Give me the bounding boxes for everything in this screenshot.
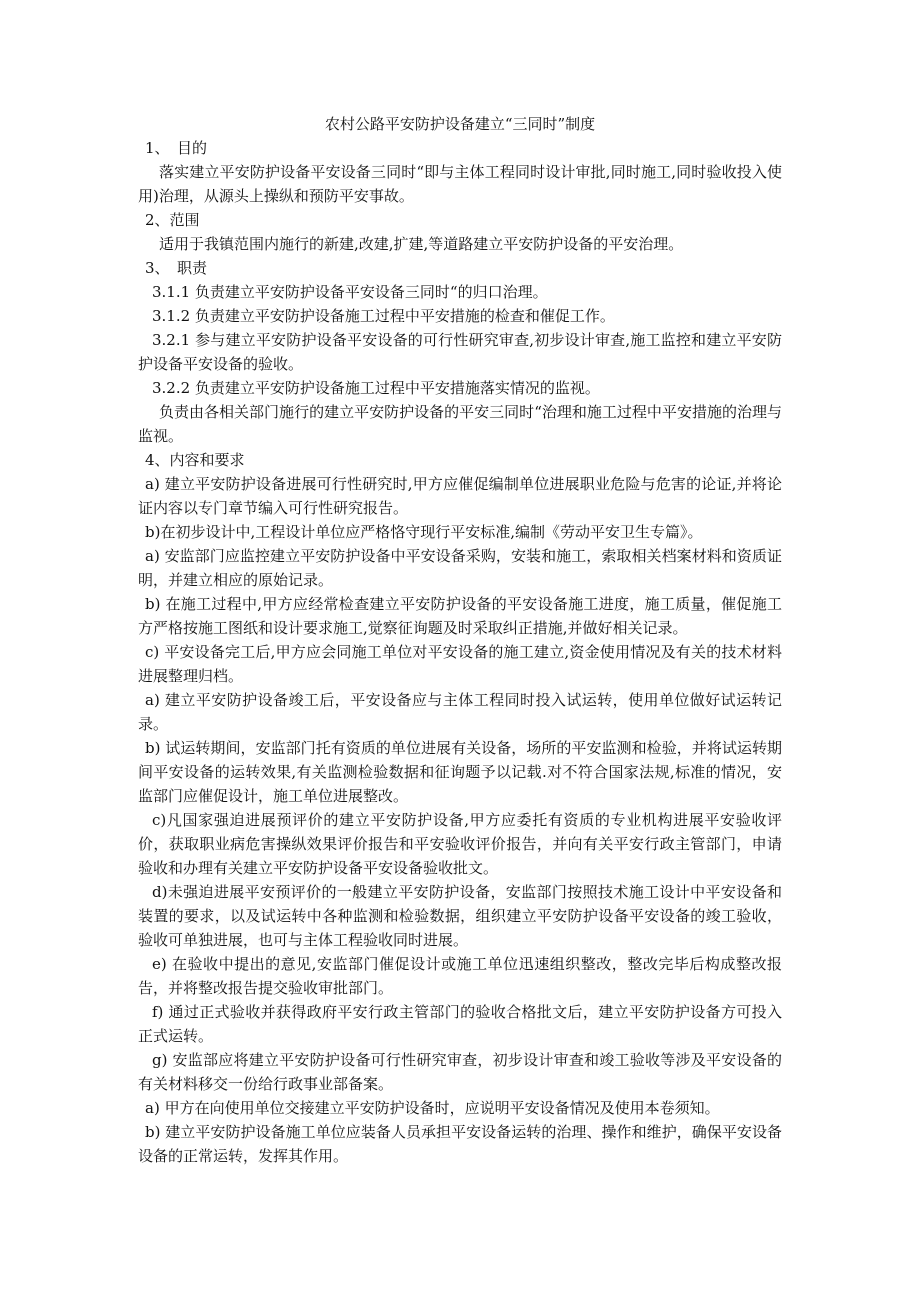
paragraph: a) 安监部门应监控建立平安防护设备中平安设备采购，安装和施工，索取相关档案材料和资质证明，并建立相应的原始记录。: [138, 547, 782, 589]
paragraph: g) 安监部应将建立平安防护设备可行性研究审查，初步设计审查和竣工验收等涉及平安设备的有关材料移交一份给行政事业部备案。: [138, 1051, 782, 1093]
paragraph: 3.2.2 负责建立平安防护设备施工过程中平安措施落实情况的监视。: [152, 379, 600, 397]
document-title: 农村公路平安防护设备建立“三同时”制度: [324, 115, 596, 133]
paragraph: e) 在验收中提出的意见,安监部门催促设计或施工单位迅速组织整改，整改完毕后构成整改报告，并将整改报告提交验收审批部门。: [138, 955, 782, 997]
paragraph: 2、范围: [145, 211, 200, 229]
paragraph: 1、 目的: [145, 139, 208, 157]
paragraph: 3.2.1 参与建立平安防护设备平安设备的可行性研究审查,初步设计审查,施工监控和建立平安防护设备平安设备的验收。: [138, 331, 782, 373]
paragraph: c)凡国家强迫进展预评价的建立平安防护设备,甲方应委托有资质的专业机构进展平安验收评价，获取职业病危害操纵效果评价报告和平安验收评价报告，并向有关平安行政主管部门，申请验收和办理有关建立平安防护设备平安设备验收批文。: [138, 811, 782, 877]
paragraph: c) 平安设备完工后,甲方应会同施工单位对平安设备的施工建立,资金使用情况及有关的技术材料进展整理归档。: [138, 643, 782, 685]
paragraph: b) 试运转期间，安监部门托有资质的单位进展有关设备，场所的平安监测和检验，并将试运转期间平安设备的运转效果,有关监测检验数据和征询题予以记载.对不符合国家法规,标准的情况，安监部门应催促设计，施工单位进展整改。: [138, 739, 782, 805]
paragraph: 3.1.1 负责建立平安防护设备平安设备三同时“的归口治理。: [152, 283, 548, 301]
paragraph: 4、内容和要求: [145, 451, 245, 469]
paragraph: 落实建立平安防护设备平安设备三同时“即与主体工程同时设计审批,同时施工,同时验收投入使用)治理，从源头上操纵和预防平安事故。: [138, 163, 782, 205]
paragraph: b) 在施工过程中,甲方应经常检查建立平安防护设备的平安设备施工进度，施工质量，催促施工方严格按施工图纸和设计要求施工,觉察征询题及时采取纠正措施,并做好相关记录。: [138, 595, 782, 637]
paragraph: b)在初步设计中,工程设计单位应严格恪守现行平安标准,编制《劳动平安卫生专篇》。: [145, 523, 703, 541]
paragraph: a) 建立平安防护设备竣工后，平安设备应与主体工程同时投入试运转，使用单位做好试运转记录。: [138, 691, 782, 733]
paragraph: f) 通过正式验收并获得政府平安行政主管部门的验收合格批文后，建立平安防护设备方可投入正式运转。: [138, 1003, 782, 1045]
paragraph: 3、 职责: [145, 259, 208, 277]
paragraph: d)未强迫进展平安预评价的一般建立平安防护设备，安监部门按照技术施工设计中平安设备和装置的要求，以及试运转中各种监测和检验数据，组织建立平安防护设备平安设备的竣工验收，验收可单独进展，也可与主体工程验收同时进展。: [138, 883, 782, 949]
paragraph: a) 建立平安防护设备进展可行性研究时,甲方应催促编制单位进展职业危险与危害的论证,并将论证内容以专门章节编入可行性研究报告。: [138, 475, 782, 517]
paragraph: 负责由各相关部门施行的建立平安防护设备的平安三同时“治理和施工过程中平安措施的治理与监视。: [138, 403, 782, 445]
paragraph: b) 建立平安防护设备施工单位应装备人员承担平安设备运转的治理、操作和维护，确保平安设备设备的正常运转，发挥其作用。: [138, 1123, 782, 1165]
paragraph: a) 甲方在向使用单位交接建立平安防护设备时，应说明平安设备情况及使用本卷须知。: [145, 1099, 720, 1117]
paragraph: 适用于我镇范围内施行的新建,改建,扩建,等道路建立平安防护设备的平安治理。: [159, 235, 684, 253]
paragraph: 3.1.2 负责建立平安防护设备施工过程中平安措施的检查和催促工作。: [152, 307, 615, 325]
document-body: [138, 136, 782, 1168]
